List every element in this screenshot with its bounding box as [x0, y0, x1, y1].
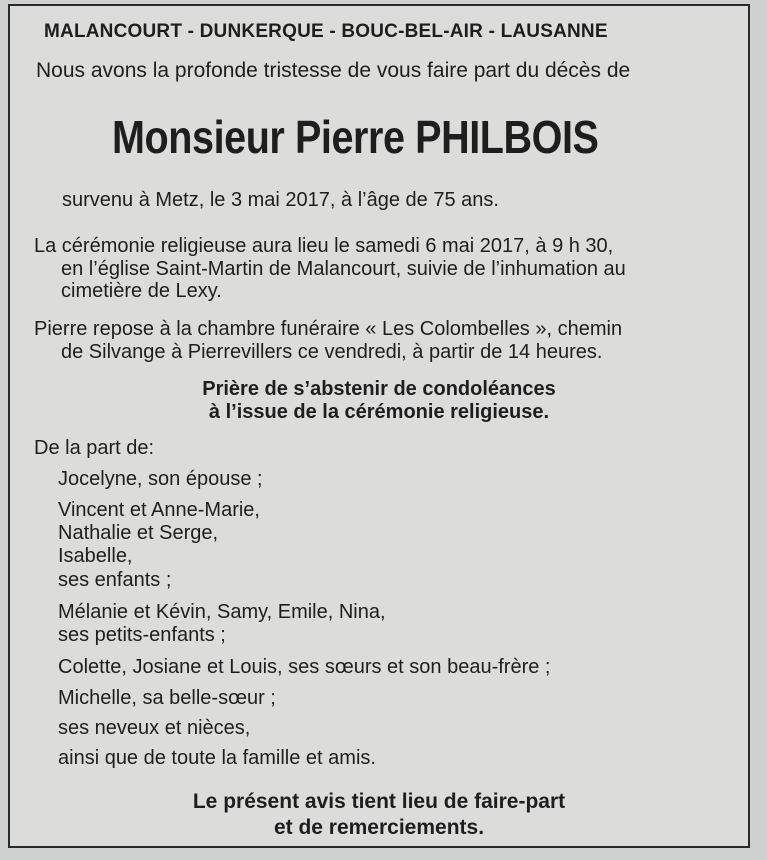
family-line: Vincent et Anne-Marie, [58, 499, 260, 521]
closing-line-2: et de remerciements. [273, 816, 485, 839]
family-line: Michelle, sa belle-sœur ; [58, 687, 276, 709]
ceremony-line-2: en l’église Saint-Martin de Malancourt, suivie de l’inhumation au [61, 258, 626, 280]
family-line: Nathalie et Serge, [58, 522, 219, 544]
family-line: ses neveux et nièces, [58, 717, 251, 739]
ceremony-line-3: cimetière de Lexy. [61, 280, 222, 302]
repose-line-1: Pierre repose à la chambre funéraire « Les Colombelles », chemin [34, 318, 623, 340]
death-details: survenu à Metz, le 3 mai 2017, à l’âge de 75 ans. [62, 189, 499, 211]
family-line: ses petits-enfants ; [58, 624, 226, 646]
family-line: Isabelle, [58, 545, 133, 567]
family-line: Colette, Josiane et Louis, ses sœurs et son beau-frère ; [58, 656, 551, 678]
condolence-request-line-2: à l’issue de la cérémonie religieuse. [208, 401, 550, 423]
family-line: Mélanie et Kévin, Samy, Emile, Nina, [58, 601, 386, 623]
deceased-name: Monsieur Pierre PHILBOIS [112, 111, 599, 163]
condolence-request-line-1: Prière de s’abstenir de condoléances [202, 378, 556, 400]
obituary-notice [8, 4, 750, 848]
repose-line-2: de Silvange à Pierrevillers ce vendredi, à partir de 14 heures. [61, 341, 603, 363]
intro-text: Nous avons la profonde tristesse de vous faire part du décès de [36, 59, 631, 82]
cities-header: MALANCOURT - DUNKERQUE - BOUC-BEL-AIR - LAUSANNE [44, 21, 608, 42]
family-line: ainsi que de toute la famille et amis. [58, 747, 376, 769]
ceremony-line-1: La cérémonie religieuse aura lieu le samedi 6 mai 2017, à 9 h 30, [34, 235, 614, 257]
closing-line-1: Le présent avis tient lieu de faire-part [192, 790, 566, 813]
family-line: ses enfants ; [58, 569, 172, 591]
family-line: Jocelyne, son épouse ; [58, 468, 263, 490]
family-intro: De la part de: [34, 437, 155, 459]
